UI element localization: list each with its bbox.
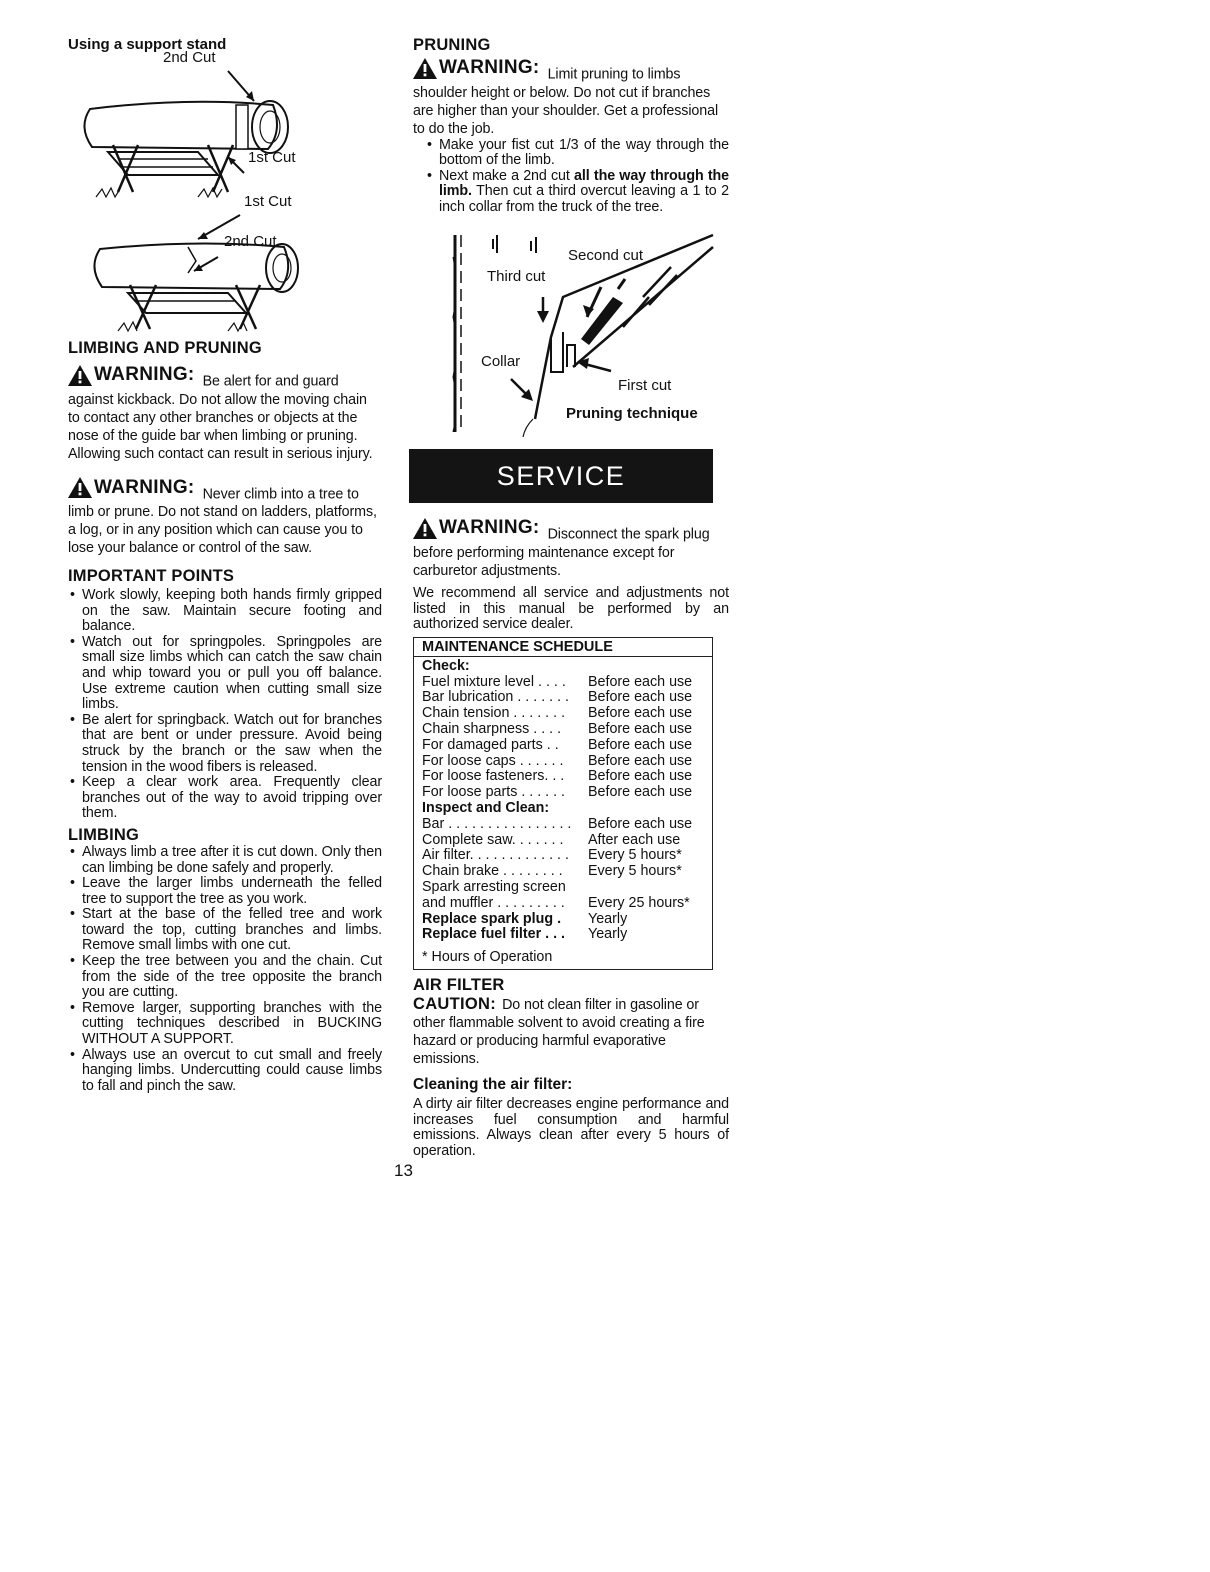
maintenance-schedule [413,637,713,970]
support-stand-figure-1 [68,49,368,203]
table-row: Air filter. . . . . . . . . . . . . Every 5 hours* [422,847,682,864]
second-cut-label: Second cut [568,247,644,265]
table-row: Chain sharpness . . . . Before each use [422,720,693,737]
warning-label: WARNING: [94,364,195,385]
list-item: • Leave the larger limbs underneath the felled tree to support the tree as you work. [68,876,382,907]
list-item: • Always limb a tree after it is cut down. Only then can limbing be done safely and properly. [68,845,382,876]
caution-block [413,995,729,1068]
left-column [68,34,382,1094]
service-warning [413,517,729,580]
warning-triangle-icon [413,58,437,79]
table-row: For loose fasteners. . . Before each use [422,768,693,785]
pruning-technique-figure [413,227,729,439]
caution-label: CAUTION: [413,995,497,1014]
support-stand-title: Using a support stand [68,36,227,53]
warning-label: WARNING: [94,476,195,498]
warning-triangle-icon [68,477,92,498]
list-item: • Keep a clear work area. Frequently clear branches out of the way to avoid tripping over them. [68,775,382,822]
warning-triangle-icon [68,365,92,386]
warning-text: Disconnect the spark plug before performing maintenance except for carburetor adjustments. [413,526,710,579]
list-item: • Always use an overcut to cut small and freely hanging limbs. Undercutting could cause limbs to fall and pinch the saw. [68,1048,382,1095]
pruning-steps [425,138,729,216]
table-row: Chain brake . . . . . . . . Every 5 hours* [422,863,682,880]
warning-text: Limit pruning to limbs shoulder height or below. Do not cut if branches are higher than your shoulder. Get a professional to do the job. [413,66,719,137]
caution-text: Do not clean filter in gasoline or other flammable solvent to avoid creating a fire hazard or producing harmful evaporative emissions. [413,997,705,1068]
list-item: • Be alert for springback. Watch out for branches that are bent or under pressure. Avoid being struck by the branch or the saw when the tension in the wood fibers is released. [68,713,382,775]
step-emphasis: all the way through the limb. [439,167,729,200]
cleaning-text: A dirty air filter decreases engine performance and increases fuel consumption and harmful emissions. Always clean after every 5 hours of operation. [413,1096,729,1159]
table-row: For loose parts . . . . . . Before each use [422,784,693,801]
inspect-group-label: Inspect and Clean: [422,799,550,816]
second-cut-label-2: 2nd Cut [224,233,277,250]
table-row: Spark arresting screen [422,878,566,895]
important-points-list [68,588,382,822]
log-on-stand-illustration-2 [68,213,368,333]
warning-text: Never climb into a tree to limb or prune. Do not stand on ladders, platforms, a log, or in any position which can cause you to lose your balance or control of the saw. [68,486,377,556]
table-row: For damaged parts . . Before each use [422,736,693,753]
step-text: Then cut a third overcut leaving a 1 to 2 inch collar from the truck of the tree. [439,183,729,215]
schedule-title: MAINTENANCE SCHEDULE [414,638,712,657]
first-cut-label-2: 1st Cut [244,193,292,210]
warning-text: Be alert for and guard against kickback. Do not allow the moving chain to contact any other branches or objects at the nose of the guide bar when limbing or pruning. Allowing such contact can result in serious injury. [68,373,373,462]
pruning-heading: PRUNING [413,36,491,54]
table-row: and muffler . . . . . . . . . Every 25 hours* [422,894,690,911]
table-row: Fuel mixture level . . . . Before each use [422,673,693,690]
schedule-footnote: * Hours of Operation [422,949,553,966]
second-cut-label: 2nd Cut [163,49,216,66]
table-row: Chain tension . . . . . . . Before each use [422,705,693,722]
collar-label: Collar [481,353,521,371]
limbing-pruning-heading: LIMBING AND PRUNING [68,339,262,357]
service-banner: SERVICE [409,449,713,503]
warning-label: WARNING: [439,517,540,539]
first-cut-label: 1st Cut [248,149,296,166]
table-row: For loose caps . . . . . . Before each use [422,752,693,769]
limbing-list [68,845,382,1095]
kickback-warning [68,364,382,463]
table-row: Replace fuel filter . . . Yearly [422,926,628,943]
first-cut-label: First cut [618,377,672,395]
list-item: • Start at the base of the felled tree and work toward the top, cutting branches and limbs. Remove small limbs with one cut. [68,907,382,954]
list-item [425,138,729,169]
table-row: Bar . . . . . . . . . . . . . . . . Before each use [422,815,693,832]
step-text: Make your fist cut 1/3 of the way through the bottom of the limb. [439,136,729,169]
right-column [413,34,729,1159]
support-stand-figure-2 [68,193,368,333]
list-item: • Remove larger, supporting branches with the cutting techniques described in BUCKING WITHOUT A SUPPORT. [68,1001,382,1048]
log-on-stand-illustration-1 [68,57,368,203]
list-item: • Keep the tree between you and the chain. Cut from the side of the tree opposite the branch you are cutting. [68,954,382,1001]
important-points-heading: IMPORTANT POINTS [68,567,235,585]
list-item: • Work slowly, keeping both hands firmly gripped on the saw. Maintain secure footing and balance. [68,588,382,635]
schedule-body [414,657,712,965]
service-note: We recommend all service and adjustments not listed in this manual be performed by an authorized service dealer. [413,584,729,633]
table-row: Replace spark plug . Yearly [422,910,628,927]
warning-triangle-icon [413,518,437,539]
list-item [425,169,729,216]
check-group-label: Check: [422,657,470,674]
step-text: Next make a 2nd cut [439,167,575,184]
climb-warning [68,477,382,558]
pruning-warning [413,57,729,138]
third-cut-label: Third cut [487,268,546,286]
table-row: Complete saw. . . . . . . After each use [422,831,681,848]
table-row: Bar lubrication . . . . . . . Before each use [422,689,693,706]
air-filter-heading: AIR FILTER [413,976,505,995]
cleaning-heading: Cleaning the air filter: [413,1076,573,1094]
warning-label: WARNING: [439,57,540,78]
pruning-caption: Pruning technique [566,405,698,423]
page-number: 13 [394,1161,413,1180]
limbing-heading: LIMBING [68,825,140,844]
list-item: • Watch out for springpoles. Springpoles are small size limbs which can catch the saw chain and whip toward you or pull you off balance. Use extreme caution when cutting small size limbs. [68,635,382,713]
